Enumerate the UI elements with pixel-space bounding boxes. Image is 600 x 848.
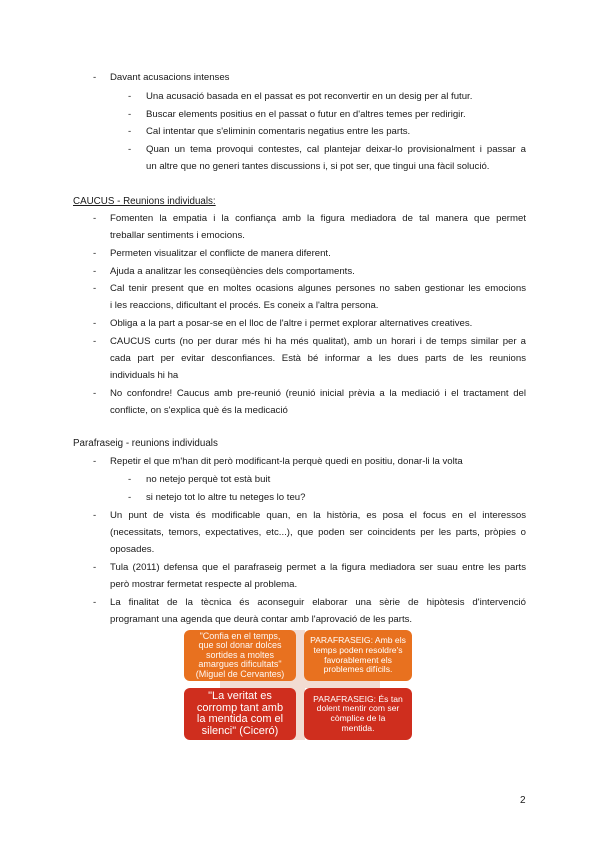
quote-line: amargues dificultats" (198, 659, 282, 670)
bullet-dash: - (93, 283, 97, 294)
list-item-continuation: però mostrar fermetat respecte al problema. (110, 579, 298, 590)
list-item: Ajuda a analitzar les conseqüències dels comportaments. (110, 266, 355, 277)
quote-box-cervantes (184, 630, 296, 681)
bullet-dash: - (93, 72, 97, 83)
list-item: Obliga a la part a posar-se en el lloc de l'altre i permet explorar alternatives creatives. (110, 318, 473, 329)
list-item: Permeten visualitzar el conflicte de manera diferent. (110, 248, 331, 259)
bullet-dash: - (93, 597, 97, 608)
bullet-dash: - (128, 474, 132, 485)
list-item: no netejo perquè tot està buit (146, 474, 271, 485)
list-item: Cal intentar que s'eliminin comentaris negatius entre les parts. (146, 126, 411, 137)
quotes-figure (180, 626, 416, 744)
bullet-dash: - (93, 562, 97, 573)
list-item-continuation: conflicte, on s'explica què és la medicació (110, 405, 288, 416)
bullet-dash: - (128, 126, 132, 137)
list-item: La finalitat de la tècnica és aconseguir elaborar una sèrie de hipòtesis d'intervenció (110, 597, 526, 608)
quote-box-cicero (184, 688, 296, 740)
quote-line: silenci" (Ciceró) (201, 724, 279, 737)
list-item: Quan un tema provoqui contestes, cal plantejar deixar-lo provisionalment i passar a (146, 144, 526, 155)
list-item-continuation: cada part per evitar desconfiances. Està bé informar a les dues parts de les reunions (110, 353, 526, 364)
paraphrase-line: mentida. (341, 722, 375, 733)
paraphrase-line: PARAFRASEIG: És tan (313, 693, 403, 704)
paraphrase-line: PARAFRASEIG: Amb els (310, 635, 406, 646)
bullet-dash: - (93, 456, 97, 467)
bullet-dash: - (93, 213, 97, 224)
list-item-continuation: i les reaccions, dificultant el procés. Es coneix a l'altra persona. (110, 300, 379, 311)
paraphrase-box-2 (304, 688, 412, 740)
bullet-dash: - (93, 266, 97, 277)
bullet-dash: - (128, 144, 132, 155)
section3-title: Parafraseig - reunions individuals (73, 438, 218, 449)
quote-line: que sol donar dolces (198, 640, 282, 651)
list-item: si netejo tot lo altre tu neteges lo teu? (146, 492, 306, 503)
bullet-dash: - (93, 388, 97, 399)
list-item: Un punt de vista és modificable quan, en la història, es posa el focus en el interessos (110, 510, 526, 521)
section2-title: CAUCUS - Reunions individuals: (73, 196, 216, 207)
quote-line: sortides a moltes (205, 649, 274, 660)
list-item: Una acusació basada en el passat es pot reconvertir en un desig per al futur. (146, 91, 473, 102)
bullet-dash: - (128, 109, 132, 120)
bullet-dash: - (128, 91, 132, 102)
list-item: Cal tenir present que en moltes ocasions algunes persones no saben gestionar les emocions (110, 283, 526, 294)
page-number: 2 (520, 795, 526, 806)
list-item: Fomenten la empatia i la confiança amb la figura mediadora de tal manera que permet (110, 213, 526, 224)
list-item-continuation: programant una agenda que deurà contar amb l'aprovació de les parts. (110, 614, 413, 625)
list-item-continuation: individuals hi ha (110, 370, 179, 381)
bullet-dash: - (93, 336, 97, 347)
list-item: Tula (2011) defensa que el parafraseig permet a la figura mediadora ser suau entre les parts (110, 562, 526, 573)
list-item: CAUCUS curts (no per durar més hi ha més qualitat), amb un horari i de temps similar per a (110, 336, 526, 347)
quote-line: corromp tant amb (196, 701, 284, 714)
quote-line: "Confia en el temps, (199, 630, 281, 641)
bullet-dash: - (93, 318, 97, 329)
list-item-continuation: (necessitats, temors, expectatives, etc...), que poden ser coincidents per les parts, pròpies o (110, 527, 526, 538)
paraphrase-line: dolent mentir com ser (316, 703, 400, 714)
list-item-continuation: treballar sentiments i emocions. (110, 230, 245, 241)
bullet-dash: - (128, 492, 132, 503)
paraphrase-line: còmplice de la (330, 713, 386, 723)
list-item: Buscar elements positius en el passat o futur en d'altres temes per redirigir. (146, 109, 466, 120)
list-item-continuation: un altre que no generi tantes discussions i, si pot ser, que tingui una fàcil solució. (146, 161, 490, 172)
list-item-continuation: oposades. (110, 544, 155, 555)
section1-title: Davant acusacions intenses (110, 72, 230, 83)
list-item: Repetir el que m'han dit però modificant-la perquè quedi en positiu, donar-li la volta (110, 456, 463, 467)
quote-line: "La veritat es (208, 690, 272, 702)
quote-line: la mentida com el (196, 713, 284, 725)
bullet-dash: - (93, 510, 97, 521)
paraphrase-box-1 (304, 630, 412, 681)
list-item: No confondre! Caucus amb pre-reunió (reunió inicial prèvia a la mediació i el tractament del (110, 388, 526, 399)
paraphrase-line: favorablement els (324, 654, 392, 665)
quote-line: (Miguel de Cervantes) (195, 668, 285, 679)
paraphrase-line: problemes difícils. (323, 664, 393, 675)
bullet-dash: - (93, 248, 97, 259)
paraphrase-line: temps poden resoldre's (313, 644, 403, 655)
